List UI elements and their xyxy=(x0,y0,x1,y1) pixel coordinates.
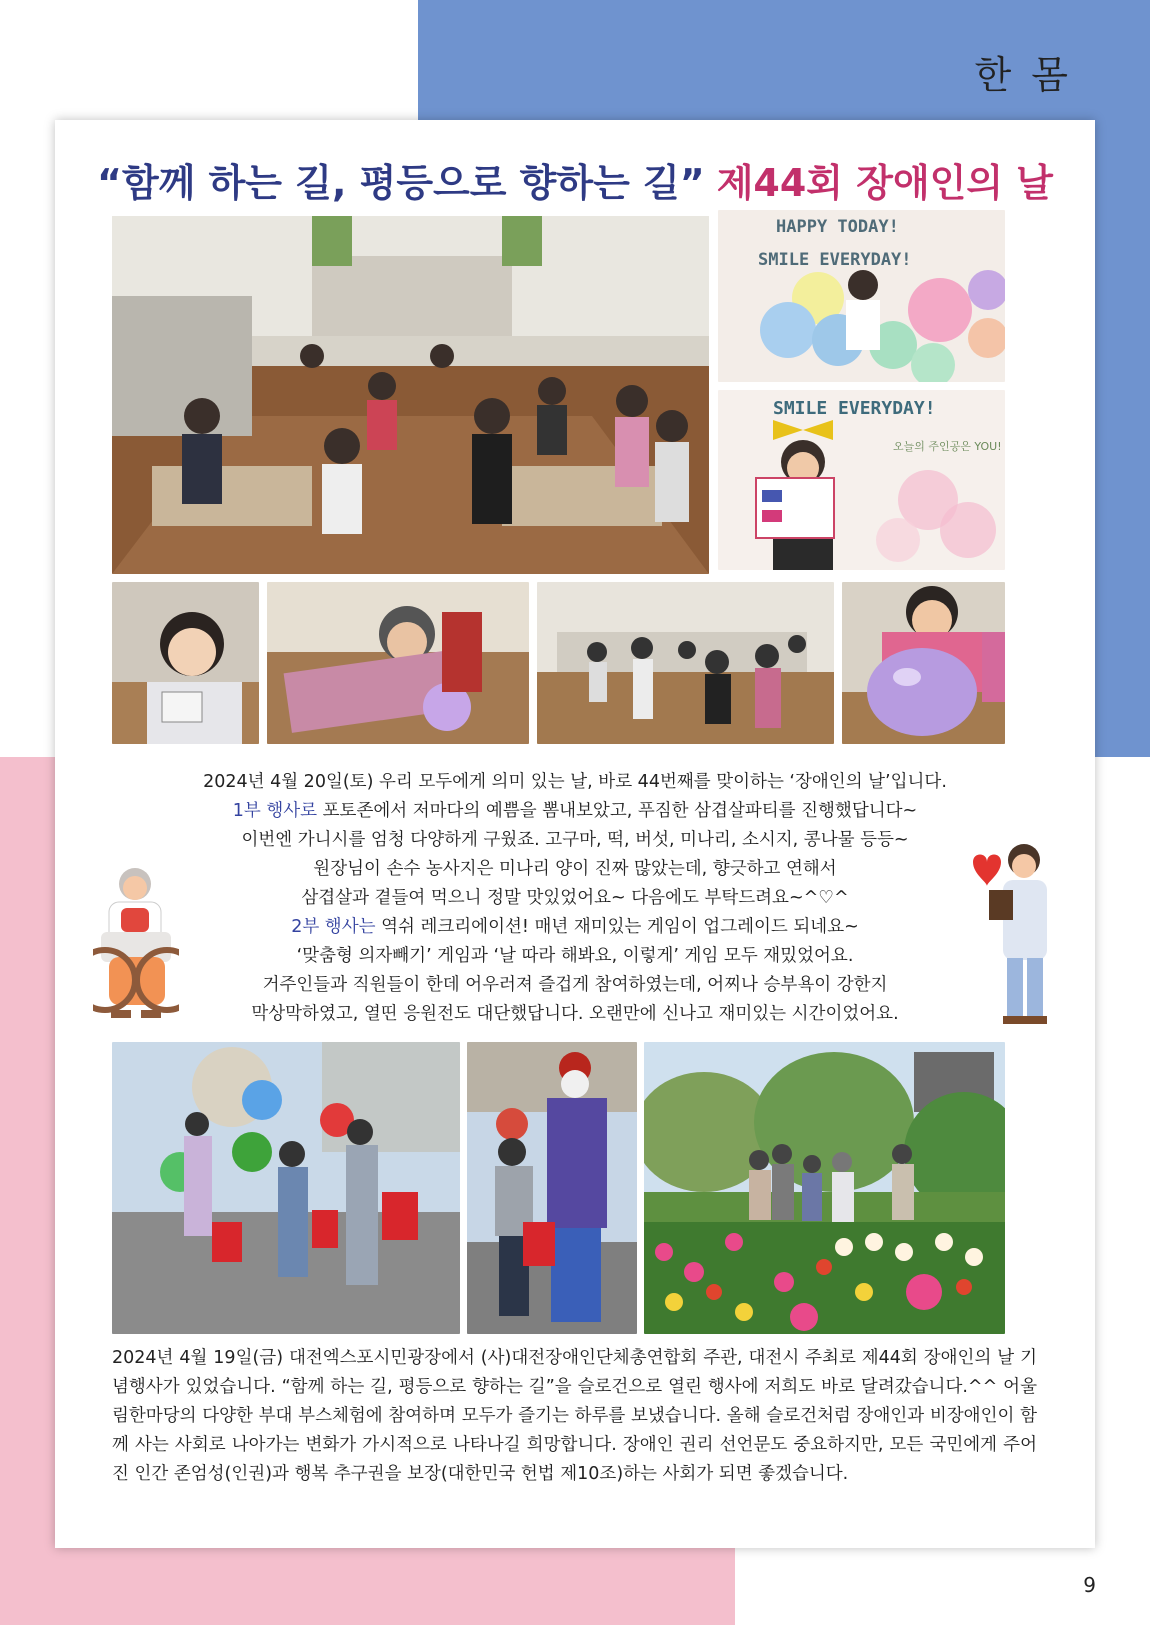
section-label: 한 몸 xyxy=(974,53,1072,97)
para1-line-6 xyxy=(55,913,1095,942)
paragraph-expo-event: 2024년 4월 19일(금) 대전엑스포시민광장에서 (사)대전장애인단체총연합회 주관, 대전시 주최로 제44회 장애인의 날 기념행사가 있었습니다. “함께 하는 길, 평등으로 향하는 길”을 슬로건으로 열린 행사에 저희도 바로 달려갔습니다.^^ 어울림한마당의 다양한 부대 부스체험에 참여하며 모두가 즐기는 하루를 보냈습니다. 올해 슬로건처럼 장애인과 비장애인이 함께 사는 사회로 나아가는 변화가 가시적으로 나타나길 희망합니다. 장애인 권리 선언문도 중요하지만, 모든 국민에게 주어진 인간 존엄성(인권)과 행복 추구권을 보장(대한민국 헌법 제10조)하는 사회가 되면 좋겠습니다. xyxy=(112,1348,1037,1484)
page-number: 9 xyxy=(1083,1573,1096,1597)
photo-purple-balloon xyxy=(842,582,1005,744)
title-slogan: “함께 하는 길, 평등으로 향하는 길” xyxy=(96,161,705,205)
photo-tulip-garden xyxy=(644,1042,1005,1334)
banner-subtitle: 오늘의 주인공은 YOU! xyxy=(893,440,1002,453)
photo-game-elder xyxy=(267,582,529,744)
paragraph-event-part-1-2 xyxy=(55,768,1095,1029)
para1-line-3: 이번엔 가니시를 엄청 다양하게 구웠죠. 고구마, 떡, 버섯, 미나리, 소시지, 콩나물 등등~ xyxy=(241,830,909,850)
banner-smile-everyday: SMILE EVERYDAY! xyxy=(758,250,912,270)
photo-party-hall xyxy=(112,216,709,574)
title-event: 제44회 장애인의 날 xyxy=(716,161,1054,205)
article-title xyxy=(55,152,1095,207)
banner-happy-today: HAPPY TODAY! xyxy=(776,217,899,237)
photo-game-group xyxy=(537,582,834,744)
para1-line-6-text: 역쉬 레크리에이션! 매년 재미있는 게임이 업그레이드 되네요~ xyxy=(375,917,859,937)
caregiver-figure-icon xyxy=(959,840,1059,1030)
part1-highlight: 1부 행사로 xyxy=(232,801,318,821)
para1-line-9: 막상막하였고, 열띤 응원전도 대단했답니다. 오랜만에 신나고 재미있는 시간이었어요. xyxy=(251,1004,899,1024)
photo-girl-smiling xyxy=(112,582,259,744)
wheelchair-figure-icon xyxy=(93,862,179,1022)
para1-line-4: 원장님이 손수 농사지은 미나리 양이 진짜 많았는데, 향긋하고 연해서 xyxy=(313,859,837,879)
article-card xyxy=(55,120,1095,1548)
para1-line-1: 2024년 4월 20일(토) 우리 모두에게 의미 있는 날, 바로 44번째를 맞이하는 ‘장애인의 날’입니다. xyxy=(203,772,947,792)
para1-line-8: 거주인들과 직원들이 한데 어우러져 즐겁게 참여하였는데, 어찌나 승부욕이 강한지 xyxy=(262,975,888,995)
photo-zone-balloons xyxy=(718,210,1005,382)
para1-line-5: 삼겹살과 곁들여 먹으니 정말 맛있었어요~ 다음에도 부탁드려요~^♡^ xyxy=(301,888,849,908)
photo-mascot-group xyxy=(112,1042,460,1334)
para1-line-2 xyxy=(55,797,1095,826)
para1-line-7: ‘맞춤형 의자빼기’ 게임과 ‘날 따라 해봐요, 이렇게’ 게임 모두 재밌었어요. xyxy=(296,946,854,966)
photo-zone-bow xyxy=(718,390,1005,570)
part2-highlight: 2부 행사는 xyxy=(291,917,376,937)
photo-clown xyxy=(467,1042,637,1334)
banner-smile-everyday-2: SMILE EVERYDAY! xyxy=(773,398,936,419)
para1-line-2-text: 포토존에서 저마다의 예쁨을 뽐내보았고, 푸짐한 삼겹살파티를 진행했답니다~ xyxy=(317,801,918,821)
